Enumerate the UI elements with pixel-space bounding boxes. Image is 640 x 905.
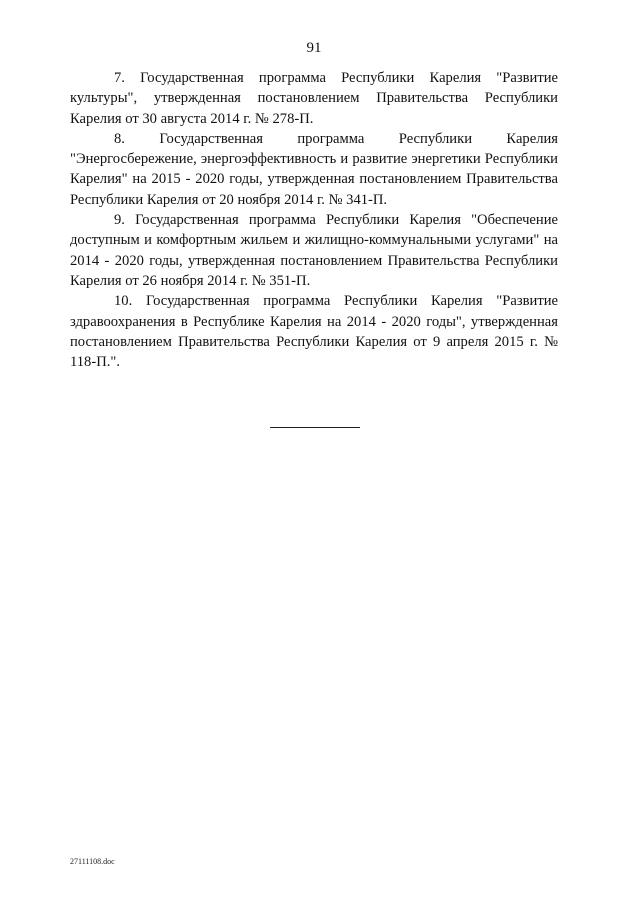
program-item-10: 10. Государственная программа Республики Карелия "Развитие здравоохранения в Республике Карелия на 2014 - 2020 годы", утвержденная постановлением Правительства Республики Карелия от 9 апреля 2015 г. № 118-П.".	[70, 293, 558, 371]
program-item-8: 8. Государственная программа Республики Карелия "Энергосбережение, энергоэффективность и развитие энергетики Республики Карелия" на 2015 - 2020 годы, утвержденная постановлением Правительства Республики Карелия от 20 ноября 2014 г. № 341-П.	[70, 130, 558, 208]
program-item-7: 7. Государственная программа Республики Карелия "Развитие культуры", утвержденная постановлением Правительства Республики Карелия от 30 августа 2014 г. № 278-П.	[70, 70, 558, 127]
page-number: 91	[306, 40, 322, 56]
document-body	[70, 68, 558, 372]
footer-document-id: 27111108.doc	[70, 857, 115, 866]
end-divider-line	[270, 427, 360, 428]
program-item-9: 9. Государственная программа Республики Карелия "Обеспечение доступным и комфортным жильем и жилищно-коммунальными услугами" на 2014 - 2020 годы, утвержденная постановлением Правительства Республики Карелия от 26 ноября 2014 г. № 351-П.	[70, 212, 558, 289]
